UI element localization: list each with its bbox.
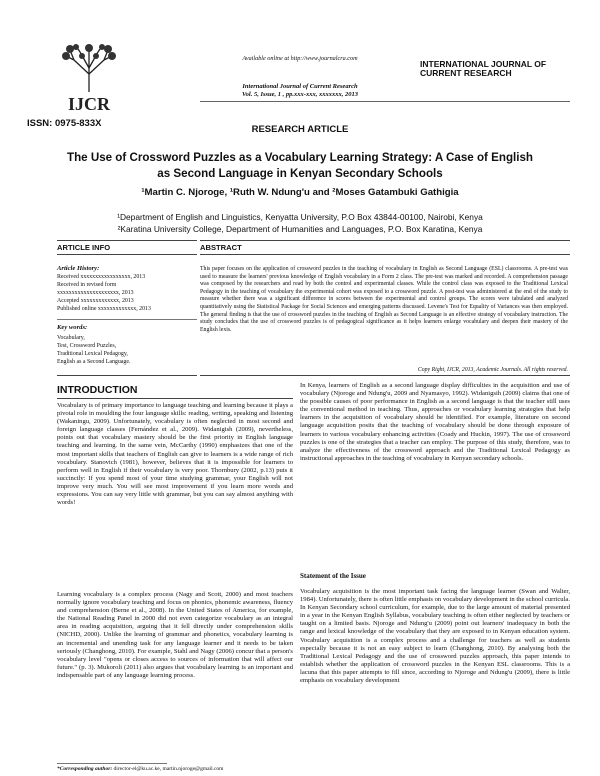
copyright: Copy Right, IJCR, 2013, Academic Journals. All rights reserved. [417, 367, 568, 373]
statement-paragraph: Vocabulary acquisition is the most important task facing the language learner (Swan and Walter, 1984). Unfortunately, there is often little emphasis on vocabulary development in the school curricula. In Kenyan Secondary school curriculum, for example, due to the large amount of material presented in a year in the Kenyan English Syllabus, vocabulary teaching is often either neglected by teachers or taught on a limited basis. Njoroge and Ndung'u (2009) point out learners' inadequacy in both the range and lexical knowledge of the vocabulary that they are exposed to in Kenyan education system. Vocabulary acquisition is a complex process and a challenge for teachers as well as students especially because it is not an easy subject to learn (Changhong, 2010). By analysing both the Traditional Lexical Pedagogy and the use of crossword puzzles approach, this paper intends to establish whether the application of crossword puzzles in the Kenyan ESL classrooms. This is a lacuna that this paper attempts to fill since, according to Njoroge and Ndung'u (2009), there is little emphasis on vocabulary development [300, 588, 570, 685]
volume-line: Vol. 5, Issue, 1 , pp.xxx-xxx, xxxxxxx, 2013 [242, 90, 358, 98]
introduction-rule [57, 398, 293, 399]
history-heading: Article History: [57, 265, 100, 272]
keyword: Traditional Lexical Pedagogy, [57, 351, 128, 357]
introduction-paragraph-2: Learning vocabulary is a complex process (Nagy and Scott, 2000) and most teachers normally ignore vocabulary teaching and focus on phonics, phonemic awareness, fluency and comprehension (Berne et al., 2008). In the United States of America, for example, the National Reading Panel in 2000 did not even categorize vocabulary as an integral area in reading acquisition, arguing that it fell directly under comprehension skills (NICHD, 2000). Unlike the learning of grammar and phonetics, vocabulary learning is an incremental and unending task for any language learner and it needs to be taken seriously (Changhong, 2010). For example, Stahl and Nagy (2006) concur that a person's vocabulary level "opens or closes access to sources of information that will affect our future." (p. 3). Mukoroli (2011) also argues that vocabulary learning is an important and indispensable part of any language learning process. [57, 591, 293, 679]
footnote-label: *Corresponding author: [57, 766, 113, 772]
introduction-heading: INTRODUCTION [57, 384, 138, 396]
abstract-rule [200, 254, 570, 255]
keyword: Vocabulary, [57, 335, 85, 341]
history-line: Accepted xxxxxxxxxxxxx, 2013 [57, 298, 134, 304]
article-info-rule-bottom [57, 375, 197, 376]
footnote-rule [57, 763, 167, 764]
abstract-rule-top [200, 240, 570, 241]
history-line: Published online xxxxxxxxxxxxx, 2013 [57, 306, 151, 312]
header-rule [200, 101, 570, 102]
introduction-paragraph-3: In Kenya, learners of English as a second language display difficulties in the acquisition and use of vocabulary (Njoroge and Ndung'u, 2009 and Nyamasyo, 1992). Widanigsih (2009) claims that one of the possible causes of poor performance in English as a second language is that the teacher still uses the conventional method in teaching. Thus, approaches or vocabulary learning strategies that help learners in the acquisition of vocabulary should be identified. For example, literature on second language acquisition posits that the teaching of vocabulary should be done through exposure of learners to various vocabulary enhancing activities (Coady and Huckin, 1997). The use of crossword puzzles is one of the strategies that a teacher can employ. The purpose of this study, therefore, was to analyze the effectiveness of the crossword approach and the Traditional Lexical Pedagogy as instructional approaches in the teaching of vocabulary in Kenyan secondary schools. [300, 382, 570, 462]
journal-name-right: INTERNATIONAL JOURNAL OF CURRENT RESEARCH [420, 59, 547, 78]
abstract-text: This paper focuses on the application of crossword puzzles in the teaching of vocabulary in English as Second Language (ESL) classrooms. A pre-test was used to measure the learners' previous knowledge of English vocabulary in a Form 2 class. The pre-test was marked and recorded. A comprehension passage was composed by the researchers and read by both the control and experimental classes. While the control class was exposed to the Traditional Lexical Pedagogy in the teaching of vocabulary the experimental cohort was exposed to a crossword puzzle. A post-test was administered at the end of the study to measure whether there was a significant difference in scores between the experimental and control groups. The scores were tabulated and analyzed quantitatively using the Statistical Package for Social Sciences and emerging patterns discussed. Levene's Test for Equality of Variances was then employed. The general finding is that the use of crossword puzzles in the teaching of English as Second Language is an effective strategy of vocabulary instruction. The study concludes that the use of crossword puzzles is of pedagogical significance as it helps learners enlarge vocabulary and deepen their mastery of the English lexis. [200, 266, 568, 333]
keyword: English as a Second Language. [57, 359, 131, 365]
corresponding-author-footnote [57, 766, 223, 772]
keywords-heading: Key words: [57, 324, 88, 331]
keyword: Test, Crossword Puzzles, [57, 343, 117, 349]
article-info-heading: ARTICLE INFO [57, 243, 111, 252]
journal-name: International Journal of Current Research [242, 83, 358, 90]
affiliation-2: ²Karatina University College, Department of Humanities and Languages, P.O. Box Karatina, Kenya [117, 224, 483, 234]
article-info-rule [57, 254, 197, 255]
authors: ¹Martin C. Njoroge, ¹Ruth W. Ndung'u and ²Moses Gatambuki Gathigia [141, 187, 459, 198]
article-info-divider [57, 319, 197, 320]
issn: ISSN: 0975-833X [27, 118, 102, 129]
abstract-rule-bottom [200, 375, 570, 376]
abstract-heading: ABSTRACT [200, 243, 242, 252]
logo-text: IJCR [67, 94, 111, 114]
footnote-emails: director-el@ku.ac.ke, martin.njoroge@gmail.com [113, 766, 224, 772]
statement-heading: Statement of the Issue [300, 572, 366, 580]
article-info-rule-top [57, 240, 197, 241]
affiliation-1: ¹Department of English and Linguistics, Kenyatta University, P.O Box 43844-00100, Nairobi, Kenya [117, 212, 483, 222]
available-online: Available online at http://www.journalcra.com [242, 55, 358, 62]
paper-title: The Use of Crossword Puzzles as a Vocabulary Learning Strategy: A Case of English as Second Language in Kenyan Secondary Schools [66, 151, 533, 180]
introduction-paragraph-1: Vocabulary is of primary importance to language teaching and learning because it plays a pivotal role in moulding the four language skills: reading, writing, speaking and listening (Wakaningu, 2009). Unfortunately, vocabulary is often neglected in most second and foreign language classes (Fernández et al., 2009). Widanigish (2009), nevertheless, points out that vocabulary mastery should be the first priority in English language teaching and learning. In the same vein, McCarthy (1990) emphasizes that one of the most important skills that teachers of English can give to learners is a wide range of rich vocabulary. Stanovich (1981), however, believes that it is impossible for learners to perform well in English if their vocabulary is very poor. Thornbury (2002, p.13) puts it succinctly: If you spend most of your time studying grammar, your English will not improve very much. You will see most improvement if you learn more words and expressions. You can say very little with grammar, but you can say almost anything with words! [57, 402, 293, 507]
article-type: RESEARCH ARTICLE [251, 124, 349, 135]
journal-header-center [0, 83, 600, 98]
history-line: Received xxxxxxxxxxxxxxxxx, 2013 [57, 274, 146, 280]
history-line: Received in revised form [57, 282, 117, 288]
history-line: xxxxxxxxxxxxxxxxxxxxx, 2013 [57, 290, 134, 296]
